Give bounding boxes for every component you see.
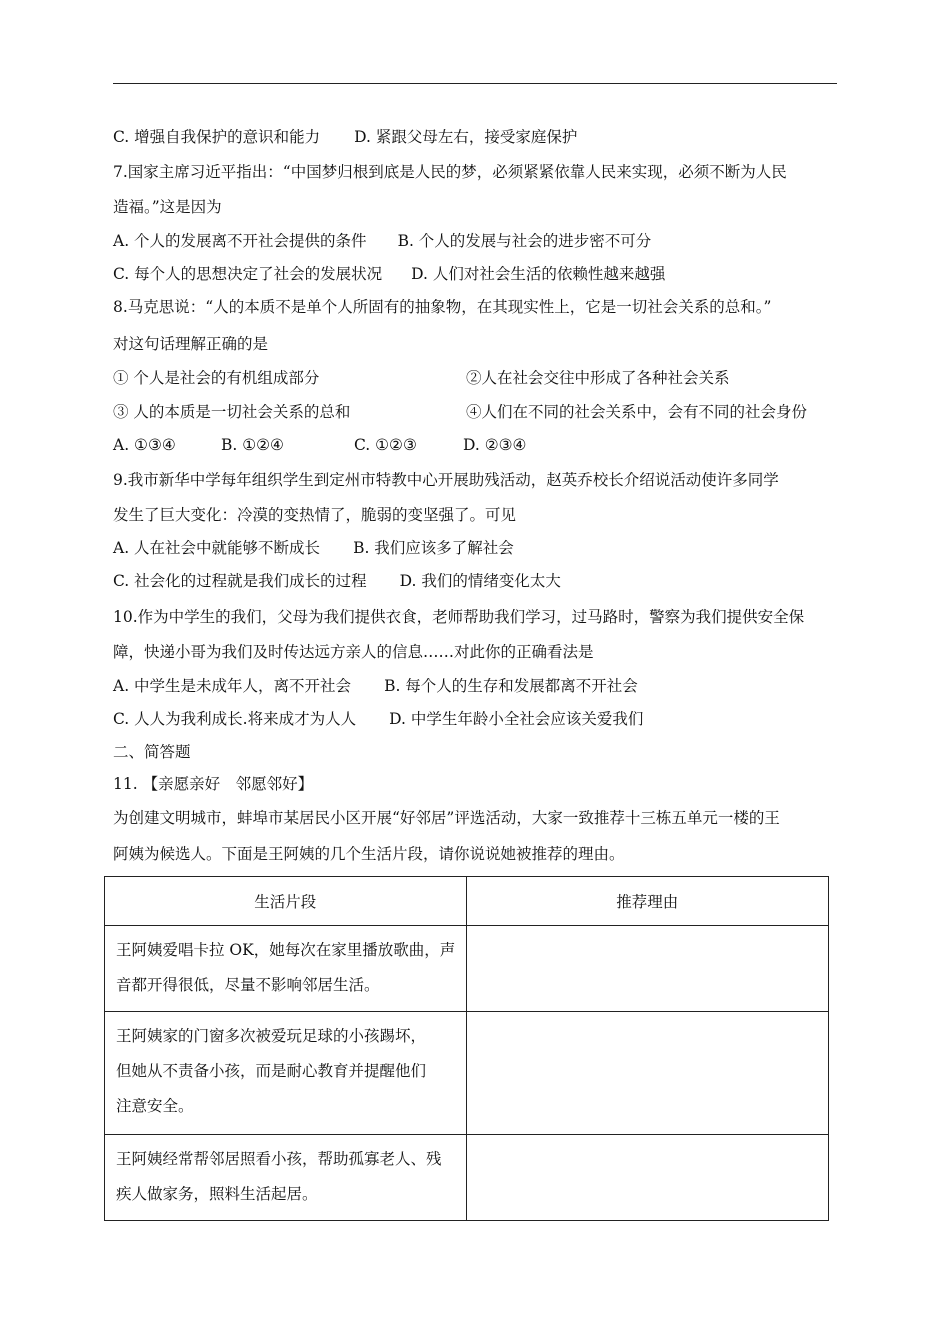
table-cell-line: 王阿姨爱唱卡拉 OK，她每次在家里播放歌曲，声 <box>116 941 456 959</box>
q9-stem-line2: 发生了巨大变化：冷漠的变热情了，脆弱的变坚强了。可见 <box>113 506 517 524</box>
q7-stem-line2: 造福。”这是因为 <box>113 198 222 216</box>
q8-option-a: A. ①③④ <box>113 436 176 454</box>
header-rule <box>113 83 837 84</box>
q8-items-12 <box>113 368 843 388</box>
q7-options-cd <box>113 264 843 284</box>
q6-option-d: D. 紧跟父母左右，接受家庭保护 <box>354 128 578 146</box>
q7-option-b: B. 个人的发展与社会的进步密不可分 <box>397 232 652 250</box>
q8-option-c: C. ①②③ <box>354 436 417 454</box>
q10-option-b: B. 每个人的生存和发展都离不开社会 <box>384 677 638 695</box>
q8-stem-line1: 8.马克思说：“人的本质不是单个人所固有的抽象物，在其现实性上，它是一切社会关系的总和。” <box>113 298 772 316</box>
table-cell-line: 疾人做家务，照料生活起居。 <box>116 1185 318 1203</box>
q8-item-4: ④人们在不同的社会关系中，会有不同的社会身份 <box>466 403 808 421</box>
q11-table <box>104 876 829 1221</box>
table-cell-reason[interactable] <box>466 1135 828 1221</box>
q7-option-c: C. 每个人的思想决定了社会的发展状况 <box>113 265 383 283</box>
q8-item-1: ① 个人是社会的有机组成部分 <box>113 369 320 387</box>
q8-option-b: B. ①②④ <box>221 436 284 454</box>
q10-stem-line1: 10.作为中学生的我们，父母为我们提供衣食，老师帮助我们学习，过马路时，警察为我们提供安全保 <box>113 608 805 626</box>
q9-option-d: D. 我们的情绪变化太大 <box>399 572 561 590</box>
table-cell-line: 王阿姨经常帮邻居照看小孩，帮助孤寡老人、残 <box>116 1150 442 1168</box>
table-cell-line: 但她从不责备小孩，而是耐心教育并提醒他们 <box>116 1062 427 1080</box>
q7-option-d: D. 人们对社会生活的依赖性越来越强 <box>411 265 666 283</box>
table-cell-line: 王阿姨家的门窗多次被爱玩足球的小孩踢坏， <box>116 1027 427 1045</box>
q7-option-a: A. 个人的发展离不开社会提供的条件 <box>113 232 367 250</box>
q8-option-d: D. ②③④ <box>463 436 527 454</box>
q11-intro-line1: 为创建文明城市，蚌埠市某居民小区开展“好邻居”评选活动，大家一致推荐十三栋五单元一楼的王 <box>113 809 780 827</box>
q8-options <box>113 435 843 455</box>
table-row <box>105 926 829 1012</box>
q11-title: 11. 【亲愿亲好 邻愿邻好】 <box>113 775 314 793</box>
q9-options-cd <box>113 571 843 591</box>
table-header-scene: 生活片段 <box>105 877 467 926</box>
q10-stem-line2: 障，快递小哥为我们及时传达远方亲人的信息……对此你的正确看法是 <box>113 643 594 661</box>
q8-item-2: ②人在社会交往中形成了各种社会关系 <box>466 369 730 387</box>
q10-option-c: C. 人人为我利成长.将来成才为人人 <box>113 710 357 728</box>
q7-stem-line1: 7.国家主席习近平指出：“中国梦归根到底是人民的梦，必须紧紧依靠人民来实现，必须不断为人民 <box>113 163 787 181</box>
table-cell-line: 音都开得很低，尽量不影响邻居生活。 <box>116 976 380 994</box>
q10-option-d: D. 中学生年龄小全社会应该关爱我们 <box>389 710 644 728</box>
q10-options-cd <box>113 709 843 729</box>
q8-stem-line2: 对这句话理解正确的是 <box>113 335 269 353</box>
table-cell-reason[interactable] <box>466 1012 828 1135</box>
q8-item-3: ③ 人的本质是一切社会关系的总和 <box>113 403 351 421</box>
q9-option-a: A. 人在社会中就能够不断成长 <box>113 539 321 557</box>
table-cell-reason[interactable] <box>466 926 828 1012</box>
section-title: 二、简答题 <box>113 743 191 761</box>
table-cell-scene <box>105 1012 467 1135</box>
q9-option-c: C. 社会化的过程就是我们成长的过程 <box>113 572 367 590</box>
table-row <box>105 1012 829 1135</box>
table-row <box>105 1135 829 1221</box>
q6-option-c: C. 增强自我保护的意识和能力 <box>113 128 321 146</box>
table-header-reason: 推荐理由 <box>466 877 828 926</box>
q9-options-ab <box>113 538 843 558</box>
q11-intro-line2: 阿姨为候选人。下面是王阿姨的几个生活片段，请你说说她被推荐的理由。 <box>113 845 625 863</box>
q7-options-ab <box>113 231 843 251</box>
q6-options <box>113 127 843 147</box>
table-cell-scene <box>105 1135 467 1221</box>
q9-option-b: B. 我们应该多了解社会 <box>353 539 514 557</box>
q10-option-a: A. 中学生是未成年人，离不开社会 <box>113 677 352 695</box>
table-cell-line: 注意安全。 <box>116 1097 194 1115</box>
q8-items-34 <box>113 402 843 422</box>
table-cell-scene <box>105 926 467 1012</box>
q10-options-ab <box>113 676 843 696</box>
table-header-row <box>105 877 829 926</box>
q9-stem-line1: 9.我市新华中学每年组织学生到定州市特教中心开展助残活动，赵英乔校长介绍说活动使许多同学 <box>113 471 779 489</box>
